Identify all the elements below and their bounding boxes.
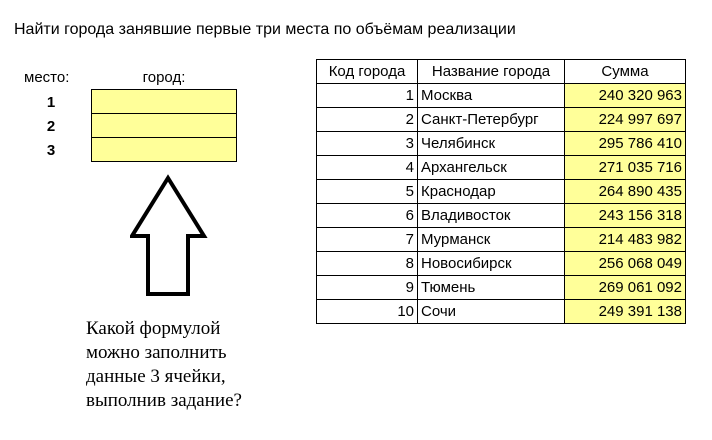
cell-name[interactable]: Новосибирск bbox=[418, 252, 565, 276]
table-row bbox=[317, 84, 686, 108]
question-text: Какой формулой можно заполнить данные 3 ячейки, выполнив задание? bbox=[86, 318, 242, 411]
table-row bbox=[317, 252, 686, 276]
cell-code[interactable]: 4 bbox=[317, 156, 418, 180]
header-name: Название города bbox=[418, 60, 565, 84]
answer-cell-3[interactable] bbox=[91, 137, 237, 162]
cell-sum[interactable]: 249 391 138 bbox=[565, 300, 686, 324]
cell-sum[interactable]: 269 061 092 bbox=[565, 276, 686, 300]
cell-sum[interactable]: 214 483 982 bbox=[565, 228, 686, 252]
table-row bbox=[317, 180, 686, 204]
cell-sum[interactable]: 256 068 049 bbox=[565, 252, 686, 276]
city-label: город: bbox=[142, 69, 186, 86]
cell-sum[interactable]: 264 890 435 bbox=[565, 180, 686, 204]
table-row bbox=[317, 276, 686, 300]
cell-code[interactable]: 8 bbox=[317, 252, 418, 276]
cell-code[interactable]: 1 bbox=[317, 84, 418, 108]
cell-sum[interactable]: 271 035 716 bbox=[565, 156, 686, 180]
cell-name[interactable]: Сочи bbox=[418, 300, 565, 324]
cell-code[interactable]: 10 bbox=[317, 300, 418, 324]
cell-name[interactable]: Краснодар bbox=[418, 180, 565, 204]
cell-code[interactable]: 5 bbox=[317, 180, 418, 204]
answer-cell-1[interactable] bbox=[91, 89, 237, 114]
cell-code[interactable]: 9 bbox=[317, 276, 418, 300]
place-label: место: bbox=[24, 69, 70, 86]
cell-name[interactable]: Архангельск bbox=[418, 156, 565, 180]
cell-code[interactable]: 7 bbox=[317, 228, 418, 252]
table-row bbox=[317, 300, 686, 324]
table-row bbox=[317, 108, 686, 132]
table-row bbox=[317, 204, 686, 228]
cell-name[interactable]: Москва bbox=[418, 84, 565, 108]
header-code: Код города bbox=[317, 60, 418, 84]
cell-sum[interactable]: 240 320 963 bbox=[565, 84, 686, 108]
cell-name[interactable]: Мурманск bbox=[418, 228, 565, 252]
cell-sum[interactable]: 295 786 410 bbox=[565, 132, 686, 156]
table-header-row bbox=[317, 60, 686, 84]
table-row bbox=[317, 228, 686, 252]
rank-1-label: 1 bbox=[46, 94, 56, 111]
cities-table bbox=[316, 59, 686, 324]
up-arrow-icon bbox=[130, 174, 210, 300]
cell-code[interactable]: 2 bbox=[317, 108, 418, 132]
cell-name[interactable]: Челябинск bbox=[418, 132, 565, 156]
cell-name[interactable]: Санкт-Петербург bbox=[418, 108, 565, 132]
cell-code[interactable]: 6 bbox=[317, 204, 418, 228]
answer-cell-2[interactable] bbox=[91, 113, 237, 138]
task-title: Найти города занявшие первые три места по объёмам реализации bbox=[14, 21, 516, 38]
table-row bbox=[317, 132, 686, 156]
cell-sum[interactable]: 224 997 697 bbox=[565, 108, 686, 132]
table-row bbox=[317, 156, 686, 180]
cell-sum[interactable]: 243 156 318 bbox=[565, 204, 686, 228]
cell-code[interactable]: 3 bbox=[317, 132, 418, 156]
cell-name[interactable]: Владивосток bbox=[418, 204, 565, 228]
rank-2-label: 2 bbox=[46, 118, 56, 135]
header-sum: Сумма bbox=[565, 60, 686, 84]
cell-name[interactable]: Тюмень bbox=[418, 276, 565, 300]
rank-3-label: 3 bbox=[46, 142, 56, 159]
